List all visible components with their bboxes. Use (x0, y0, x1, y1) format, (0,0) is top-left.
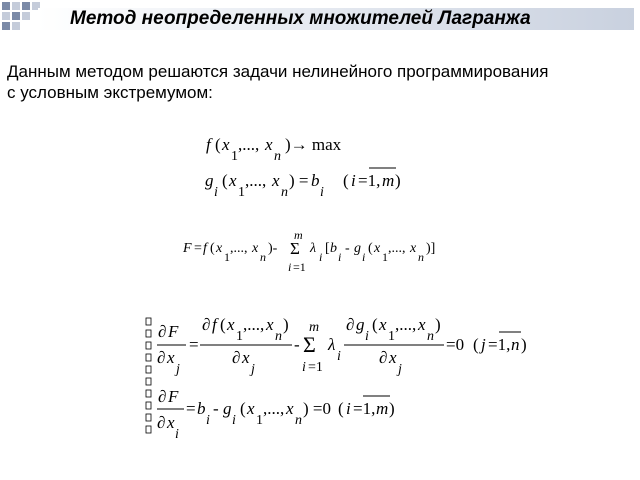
svg-text:)-: )- (268, 241, 278, 256)
svg-text:x: x (167, 348, 175, 367)
svg-text:(: ( (240, 399, 246, 418)
svg-text:x: x (286, 399, 294, 418)
svg-text:x: x (379, 315, 387, 334)
svg-text:(: ( (372, 315, 378, 334)
svg-text:i: i (175, 427, 179, 442)
formula-lagrangian (182, 228, 435, 274)
svg-text:m: m (376, 399, 389, 418)
svg-text:Σ: Σ (303, 332, 316, 357)
svg-text:,...,: ,..., (238, 135, 260, 154)
svg-text:(: ( (210, 241, 215, 256)
svg-text:=1: =1 (293, 260, 306, 274)
svg-text:λ: λ (328, 335, 336, 354)
svg-text:=: = (189, 335, 199, 354)
formula-objective (206, 135, 342, 164)
svg-text:λ: λ (310, 241, 317, 256)
intro-line-1: Данным методом решаются задачи нелинейного программирования (7, 62, 549, 81)
svg-text:,...,: ,..., (243, 315, 265, 334)
svg-text:)→ max: )→ max (285, 135, 342, 154)
svg-text:g: g (223, 399, 232, 418)
svg-text:(: ( (220, 315, 226, 334)
svg-text:j: j (398, 362, 402, 377)
svg-text:∂: ∂ (202, 315, 211, 334)
svg-text:x: x (252, 241, 259, 256)
svg-text:(: ( (215, 135, 221, 154)
svg-text:∂: ∂ (379, 348, 388, 367)
svg-text:i: i (337, 349, 341, 364)
svg-text:m: m (382, 171, 395, 190)
svg-text:,...,: ,..., (388, 241, 406, 256)
formula-stationarity-x (157, 315, 527, 377)
svg-text:i: i (319, 250, 323, 264)
svg-text:1: 1 (231, 149, 238, 164)
svg-text:,...,: ,..., (245, 171, 267, 190)
svg-text:x: x (389, 348, 397, 367)
svg-text:F: F (183, 241, 192, 256)
svg-text:-: - (345, 241, 350, 256)
svg-text:Σ: Σ (290, 239, 300, 258)
svg-text:): ) (395, 171, 401, 190)
svg-text:i: i (338, 250, 342, 264)
svg-text:j: j (176, 362, 180, 377)
svg-text:∂: ∂ (232, 348, 241, 367)
svg-text:): ) (389, 399, 395, 418)
svg-text:g: g (356, 315, 365, 334)
svg-text:x: x (227, 315, 235, 334)
svg-text:i: i (346, 399, 351, 418)
svg-text:i: i (365, 329, 369, 344)
svg-text:∂: ∂ (346, 315, 355, 334)
svg-text:x: x (167, 413, 175, 432)
intro-line-2: с условным экстремумом: (7, 83, 213, 102)
svg-text:i: i (362, 250, 366, 264)
svg-text:1: 1 (256, 413, 263, 428)
svg-text:∂: ∂ (158, 387, 167, 406)
svg-text:): ) (435, 315, 441, 334)
svg-text:n: n (427, 329, 434, 344)
svg-text:i: i (288, 260, 292, 274)
svg-text:b: b (330, 241, 337, 256)
svg-text:=1: =1 (308, 360, 323, 375)
svg-text:n: n (275, 329, 282, 344)
svg-text:1: 1 (382, 250, 388, 264)
svg-text:,...,: ,..., (263, 399, 285, 418)
svg-text:m: m (294, 228, 303, 242)
svg-text:[: [ (325, 241, 330, 256)
svg-text:-: - (213, 399, 219, 418)
svg-text:) =: ) = (289, 171, 309, 190)
svg-text:∂: ∂ (157, 413, 166, 432)
svg-text:x: x (410, 241, 417, 256)
svg-text:=: = (186, 399, 196, 418)
svg-text:g: g (354, 241, 361, 256)
svg-text:(: ( (368, 241, 373, 256)
svg-text:x: x (374, 241, 381, 256)
svg-text:n: n (274, 149, 281, 164)
svg-text:b: b (197, 399, 206, 418)
svg-text:n: n (295, 413, 302, 428)
svg-text:b: b (311, 171, 320, 190)
svg-text:∂: ∂ (158, 322, 167, 341)
svg-text:n: n (281, 185, 288, 200)
svg-text:(: ( (222, 171, 228, 190)
svg-text:i: i (302, 360, 306, 375)
svg-text:i: i (320, 185, 324, 200)
svg-text:): ) (521, 335, 527, 354)
svg-text:i: i (214, 185, 218, 200)
svg-text:=1,: =1, (488, 335, 511, 354)
svg-text:g: g (205, 171, 214, 190)
svg-text:m: m (309, 320, 320, 335)
svg-text:=1,: =1, (358, 171, 381, 190)
svg-text:i: i (232, 413, 236, 428)
slide-title: Метод неопределенных множителей Лагранжа (70, 8, 531, 29)
formula-constraints (205, 168, 401, 200)
svg-text:f: f (203, 241, 207, 256)
svg-text:x: x (266, 315, 274, 334)
svg-text:x: x (265, 135, 273, 154)
svg-text:x: x (242, 348, 250, 367)
svg-text:n: n (260, 250, 266, 264)
svg-text:F: F (168, 387, 179, 406)
formula-stationarity-lambda (157, 387, 395, 442)
svg-text:n: n (418, 250, 424, 264)
svg-text:,...,: ,..., (395, 315, 417, 334)
svg-text:x: x (247, 399, 255, 418)
svg-text:j: j (481, 335, 486, 354)
svg-text:=: = (194, 241, 202, 256)
svg-text:x: x (272, 171, 280, 190)
svg-text:(: ( (473, 335, 479, 354)
svg-text:j: j (251, 362, 255, 377)
svg-text:=0: =0 (446, 335, 465, 354)
svg-text:)]: )] (426, 241, 436, 256)
svg-text:x: x (418, 315, 426, 334)
svg-text:n: n (511, 335, 520, 354)
svg-text:(: ( (343, 171, 349, 190)
svg-text:(: ( (338, 399, 344, 418)
svg-text:x: x (216, 241, 223, 256)
svg-text:) =0: ) =0 (303, 399, 331, 418)
svg-text:i: i (351, 171, 356, 190)
svg-text:x: x (229, 171, 237, 190)
system-brace (146, 318, 151, 433)
svg-text:F: F (168, 322, 179, 341)
svg-text:,...,: ,..., (230, 241, 248, 256)
svg-text:-: - (294, 335, 300, 354)
svg-text:i: i (206, 413, 210, 428)
svg-text:x: x (222, 135, 230, 154)
svg-text:=1,: =1, (353, 399, 376, 418)
svg-text:1: 1 (236, 329, 243, 344)
svg-text:1: 1 (388, 329, 395, 344)
svg-text:1: 1 (238, 185, 245, 200)
svg-text:f: f (212, 315, 217, 334)
svg-text:f: f (206, 135, 211, 154)
svg-text:): ) (283, 315, 289, 334)
svg-text:1: 1 (224, 250, 230, 264)
svg-text:∂: ∂ (157, 348, 166, 367)
